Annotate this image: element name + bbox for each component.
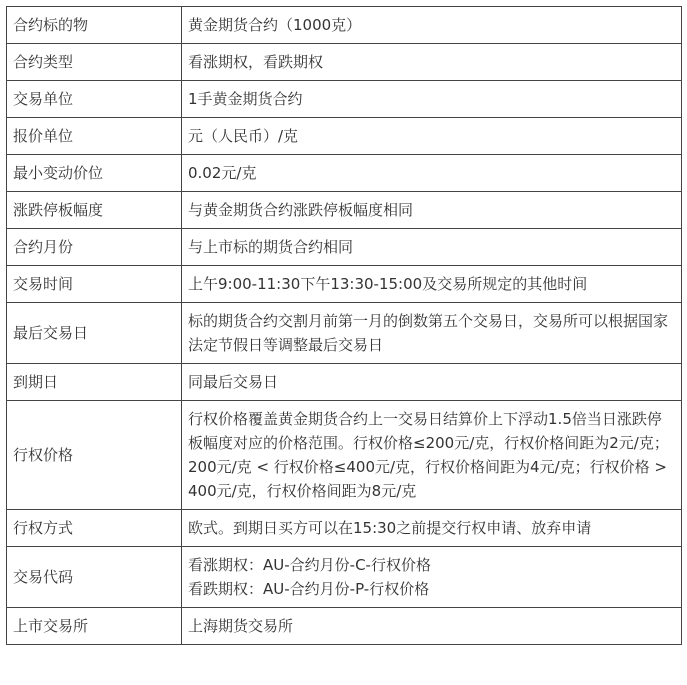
table-row [7, 229, 682, 266]
row-label: 涨跌停板幅度 [7, 192, 182, 229]
row-value: 元（人民币）/克 [182, 118, 682, 155]
row-label: 交易代码 [7, 547, 182, 608]
table-row [7, 303, 682, 364]
row-value: 同最后交易日 [182, 364, 682, 401]
row-value: 标的期货合约交割月前第一月的倒数第五个交易日，交易所可以根据国家法定节假日等调整最后交易日 [182, 303, 682, 364]
row-value: 黄金期货合约（1000克） [182, 7, 682, 44]
table-row [7, 192, 682, 229]
row-label: 行权价格 [7, 401, 182, 510]
row-value: 与黄金期货合约涨跌停板幅度相同 [182, 192, 682, 229]
row-label: 上市交易所 [7, 608, 182, 645]
row-value: 1手黄金期货合约 [182, 81, 682, 118]
contract-spec-container [6, 6, 682, 645]
row-value: 与上市标的期货合约相同 [182, 229, 682, 266]
row-label: 最后交易日 [7, 303, 182, 364]
row-value: 上午9:00-11:30下午13:30-15:00及交易所规定的其他时间 [182, 266, 682, 303]
contract-spec-table [6, 6, 682, 645]
row-value: 欧式。到期日买方可以在15:30之前提交行权申请、放弃申请 [182, 510, 682, 547]
row-label: 交易单位 [7, 81, 182, 118]
value-line: 看跌期权：AU-合约月份-P-行权价格 [188, 580, 430, 598]
table-row [7, 81, 682, 118]
table-row [7, 364, 682, 401]
table-row [7, 7, 682, 44]
row-label: 行权方式 [7, 510, 182, 547]
table-row [7, 155, 682, 192]
row-label: 合约类型 [7, 44, 182, 81]
row-value: 看涨期权，看跌期权 [182, 44, 682, 81]
table-row [7, 608, 682, 645]
table-row [7, 547, 682, 608]
table-row [7, 266, 682, 303]
table-row [7, 118, 682, 155]
row-value-multiline [182, 547, 682, 608]
value-line: 看涨期权：AU-合约月份-C-行权价格 [188, 556, 431, 574]
row-label: 到期日 [7, 364, 182, 401]
row-value: 行权价格覆盖黄金期货合约上一交易日结算价上下浮动1.5倍当日涨跌停板幅度对应的价格范围。行权价格≤200元/克，行权价格间距为2元/克；200元/克 < 行权价格≤400元/克，行权价格间距为4元/克；行权价格 > 400元/克，行权价格间距为8元/克 [182, 401, 682, 510]
table-row [7, 510, 682, 547]
row-label: 报价单位 [7, 118, 182, 155]
row-label: 合约标的物 [7, 7, 182, 44]
row-label: 最小变动价位 [7, 155, 182, 192]
table-row [7, 44, 682, 81]
row-value: 0.02元/克 [182, 155, 682, 192]
row-label: 交易时间 [7, 266, 182, 303]
row-label: 合约月份 [7, 229, 182, 266]
table-row [7, 401, 682, 510]
row-value: 上海期货交易所 [182, 608, 682, 645]
